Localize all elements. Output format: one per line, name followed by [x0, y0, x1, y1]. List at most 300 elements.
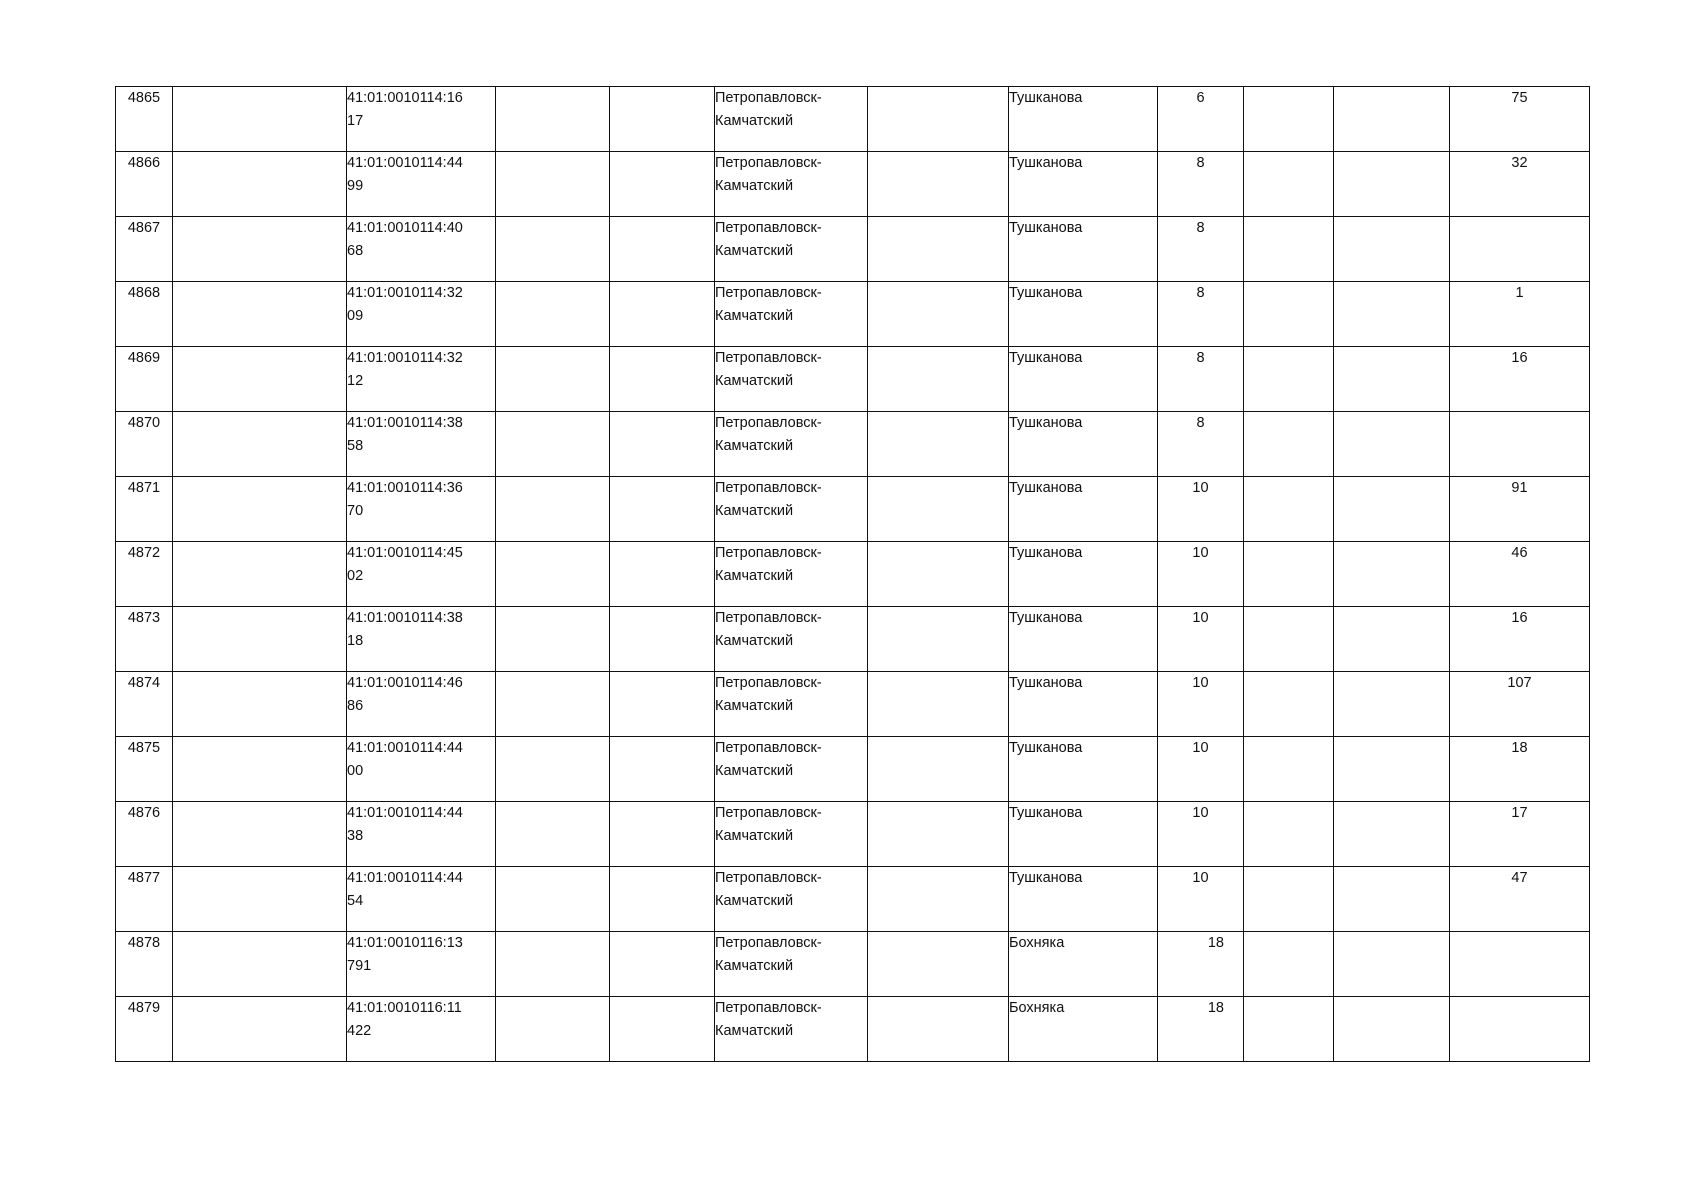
house-number-cell: [1158, 932, 1244, 997]
empty-cell: [496, 412, 610, 477]
street-name: Тушканова: [1009, 805, 1083, 821]
street-name: Тушканова: [1009, 415, 1083, 431]
city-cell: [715, 932, 868, 997]
table-row: [116, 867, 1590, 932]
house-number: 18: [1207, 935, 1224, 951]
street-name: Тушканова: [1009, 220, 1083, 236]
empty-cell: [610, 802, 715, 867]
empty-cell: [173, 542, 347, 607]
empty-cell: [1244, 282, 1334, 347]
cadastral-number-line-1: 41:01:0010114:45: [347, 545, 463, 561]
apartment-number-cell: [1450, 282, 1590, 347]
empty-cell: [1334, 87, 1450, 152]
house-number-cell: [1158, 412, 1244, 477]
apartment-number-cell: [1450, 347, 1590, 412]
street-cell: [1009, 672, 1158, 737]
apartment-number-cell: [1450, 217, 1590, 282]
street-name: Бохняка: [1009, 935, 1065, 951]
house-number-cell: [1158, 802, 1244, 867]
empty-cell: [173, 87, 347, 152]
house-number-cell: [1158, 282, 1244, 347]
empty-cell: [173, 737, 347, 802]
row-number: 4874: [127, 675, 161, 691]
house-number-cell: [1158, 737, 1244, 802]
apartment-number-cell: [1450, 867, 1590, 932]
empty-cell: [1334, 347, 1450, 412]
row-number-cell: [116, 672, 173, 737]
empty-cell: [496, 867, 610, 932]
empty-cell: [610, 412, 715, 477]
city-cell: [715, 672, 868, 737]
row-number-cell: [116, 737, 173, 802]
empty-cell: [496, 542, 610, 607]
city-line-2: Камчатский: [715, 437, 794, 454]
empty-cell: [610, 542, 715, 607]
cadastral-number-line-1: 41:01:0010114:44: [347, 805, 463, 821]
empty-cell: [1334, 217, 1450, 282]
cadastral-number-cell: [347, 867, 496, 932]
row-number: 4879: [127, 1000, 161, 1016]
house-number: 10: [1192, 610, 1209, 626]
empty-cell: [868, 152, 1009, 217]
house-number: 10: [1192, 480, 1209, 496]
street-name: Тушканова: [1009, 870, 1083, 886]
street-name: Тушканова: [1009, 285, 1083, 301]
empty-cell: [868, 802, 1009, 867]
house-number: 8: [1196, 415, 1205, 431]
row-number: 4869: [127, 350, 161, 366]
street-name: Тушканова: [1009, 155, 1083, 171]
property-register-table: [115, 86, 1590, 1062]
empty-cell: [1334, 282, 1450, 347]
table-row: [116, 997, 1590, 1062]
street-cell: [1009, 152, 1158, 217]
street-cell: [1009, 347, 1158, 412]
city-line-1: Петропавловск-: [715, 1000, 822, 1016]
house-number-cell: [1158, 477, 1244, 542]
apartment-number-cell: [1450, 542, 1590, 607]
table-row: [116, 607, 1590, 672]
empty-cell: [1244, 737, 1334, 802]
city-line-2: Камчатский: [715, 372, 794, 389]
cadastral-number-cell: [347, 87, 496, 152]
empty-cell: [496, 282, 610, 347]
empty-cell: [173, 152, 347, 217]
apartment-number: 91: [1511, 480, 1528, 496]
empty-cell: [1334, 412, 1450, 477]
empty-cell: [868, 867, 1009, 932]
table-row: [116, 282, 1590, 347]
cadastral-number-line-1: 41:01:0010114:46: [347, 675, 463, 691]
cadastral-number-line-1: 41:01:0010114:36: [347, 480, 463, 496]
empty-cell: [173, 997, 347, 1062]
row-number: 4876: [127, 805, 161, 821]
apartment-number-cell: [1450, 87, 1590, 152]
cadastral-number-line-2: 02: [347, 567, 364, 584]
empty-cell: [868, 87, 1009, 152]
empty-cell: [1244, 217, 1334, 282]
street-name: Тушканова: [1009, 740, 1083, 756]
house-number: 10: [1192, 870, 1209, 886]
city-line-2: Камчатский: [715, 697, 794, 714]
table-row: [116, 737, 1590, 802]
city-line-1: Петропавловск-: [715, 220, 822, 236]
apartment-number: 16: [1511, 610, 1528, 626]
empty-cell: [496, 737, 610, 802]
row-number-cell: [116, 152, 173, 217]
cadastral-number-line-2: 791: [347, 957, 372, 974]
cadastral-number-line-2: 38: [347, 827, 364, 844]
row-number: 4875: [127, 740, 161, 756]
cadastral-number-line-2: 18: [347, 632, 364, 649]
row-number-cell: [116, 932, 173, 997]
house-number: 8: [1196, 155, 1205, 171]
cadastral-number-line-2: 86: [347, 697, 364, 714]
empty-cell: [1244, 607, 1334, 672]
cadastral-number-line-2: 09: [347, 307, 364, 324]
apartment-number-cell: [1450, 997, 1590, 1062]
row-number: 4867: [127, 220, 161, 236]
city-cell: [715, 802, 868, 867]
empty-cell: [1244, 477, 1334, 542]
apartment-number-cell: [1450, 672, 1590, 737]
city-line-1: Петропавловск-: [715, 350, 822, 366]
cadastral-number-line-1: 41:01:0010114:32: [347, 285, 463, 301]
row-number-cell: [116, 217, 173, 282]
house-number: 10: [1192, 675, 1209, 691]
cadastral-number-cell: [347, 542, 496, 607]
street-cell: [1009, 217, 1158, 282]
city-cell: [715, 477, 868, 542]
apartment-number: 17: [1511, 805, 1528, 821]
empty-cell: [610, 282, 715, 347]
empty-cell: [610, 477, 715, 542]
empty-cell: [496, 152, 610, 217]
row-number-cell: [116, 412, 173, 477]
empty-cell: [1334, 737, 1450, 802]
cadastral-number-line-1: 41:01:0010114:44: [347, 740, 463, 756]
row-number-cell: [116, 997, 173, 1062]
city-cell: [715, 217, 868, 282]
cadastral-number-line-1: 41:01:0010116:13: [347, 935, 463, 951]
apartment-number: 46: [1511, 545, 1528, 561]
empty-cell: [496, 477, 610, 542]
apartment-number: 16: [1511, 350, 1528, 366]
table-row: [116, 477, 1590, 542]
apartment-number-cell: [1450, 152, 1590, 217]
empty-cell: [496, 607, 610, 672]
apartment-number-cell: [1450, 932, 1590, 997]
empty-cell: [1244, 542, 1334, 607]
row-number: 4866: [127, 155, 161, 171]
city-cell: [715, 737, 868, 802]
city-line-1: Петропавловск-: [715, 675, 822, 691]
city-line-2: Камчатский: [715, 502, 794, 519]
city-line-2: Камчатский: [715, 957, 794, 974]
city-line-1: Петропавловск-: [715, 90, 822, 106]
empty-cell: [1244, 672, 1334, 737]
cadastral-number-cell: [347, 152, 496, 217]
row-number-cell: [116, 477, 173, 542]
street-cell: [1009, 932, 1158, 997]
cadastral-number-line-1: 41:01:0010114:32: [347, 350, 463, 366]
city-line-2: Камчатский: [715, 632, 794, 649]
cadastral-number-cell: [347, 997, 496, 1062]
row-number-cell: [116, 87, 173, 152]
empty-cell: [868, 477, 1009, 542]
row-number: 4871: [127, 480, 161, 496]
cadastral-number-line-1: 41:01:0010114:44: [347, 155, 463, 171]
cadastral-number-cell: [347, 802, 496, 867]
empty-cell: [173, 412, 347, 477]
empty-cell: [610, 152, 715, 217]
city-line-2: Камчатский: [715, 762, 794, 779]
empty-cell: [868, 672, 1009, 737]
cadastral-number-cell: [347, 477, 496, 542]
row-number: 4868: [127, 285, 161, 301]
empty-cell: [868, 412, 1009, 477]
street-name: Тушканова: [1009, 350, 1083, 366]
city-cell: [715, 997, 868, 1062]
street-name: Тушканова: [1009, 90, 1083, 106]
empty-cell: [173, 347, 347, 412]
house-number: 8: [1196, 285, 1205, 301]
empty-cell: [1334, 477, 1450, 542]
table-row: [116, 217, 1590, 282]
empty-cell: [868, 542, 1009, 607]
city-line-2: Камчатский: [715, 827, 794, 844]
house-number: 10: [1192, 545, 1209, 561]
empty-cell: [1334, 152, 1450, 217]
table-row: [116, 672, 1590, 737]
cadastral-number-cell: [347, 672, 496, 737]
apartment-number: 107: [1507, 675, 1532, 691]
cadastral-number-cell: [347, 737, 496, 802]
house-number: 8: [1196, 220, 1205, 236]
city-line-2: Камчатский: [715, 112, 794, 129]
empty-cell: [1244, 997, 1334, 1062]
table-row: [116, 932, 1590, 997]
cadastral-number-line-2: 70: [347, 502, 364, 519]
street-cell: [1009, 282, 1158, 347]
apartment-number: 47: [1511, 870, 1528, 886]
cadastral-number-line-2: 68: [347, 242, 364, 259]
apartment-number-cell: [1450, 802, 1590, 867]
city-cell: [715, 542, 868, 607]
empty-cell: [1334, 997, 1450, 1062]
empty-cell: [1244, 87, 1334, 152]
cadastral-number-line-1: 41:01:0010114:44: [347, 870, 463, 886]
city-line-2: Камчатский: [715, 177, 794, 194]
city-line-1: Петропавловск-: [715, 155, 822, 171]
empty-cell: [868, 217, 1009, 282]
empty-cell: [610, 607, 715, 672]
table-row: [116, 152, 1590, 217]
row-number: 4877: [127, 870, 161, 886]
cadastral-number-line-2: 58: [347, 437, 364, 454]
city-line-1: Петропавловск-: [715, 740, 822, 756]
empty-cell: [173, 802, 347, 867]
street-name: Тушканова: [1009, 675, 1083, 691]
house-number-cell: [1158, 867, 1244, 932]
street-cell: [1009, 997, 1158, 1062]
city-cell: [715, 347, 868, 412]
house-number-cell: [1158, 152, 1244, 217]
apartment-number-cell: [1450, 607, 1590, 672]
city-line-2: Камчатский: [715, 307, 794, 324]
apartment-number-cell: [1450, 737, 1590, 802]
cadastral-number-line-2: 17: [347, 112, 364, 129]
empty-cell: [868, 282, 1009, 347]
empty-cell: [868, 997, 1009, 1062]
cadastral-number-line-1: 41:01:0010116:11: [347, 1000, 462, 1016]
row-number: 4872: [127, 545, 161, 561]
city-line-1: Петропавловск-: [715, 805, 822, 821]
row-number: 4870: [127, 415, 161, 431]
table-row: [116, 412, 1590, 477]
empty-cell: [496, 932, 610, 997]
empty-cell: [610, 672, 715, 737]
street-cell: [1009, 867, 1158, 932]
cadastral-number-line-2: 99: [347, 177, 364, 194]
empty-cell: [610, 867, 715, 932]
apartment-number: 1: [1515, 285, 1524, 301]
cadastral-number-line-2: 54: [347, 892, 364, 909]
city-line-1: Петропавловск-: [715, 480, 822, 496]
empty-cell: [173, 932, 347, 997]
cadastral-number-line-1: 41:01:0010114:40: [347, 220, 463, 236]
street-cell: [1009, 412, 1158, 477]
city-line-1: Петропавловск-: [715, 545, 822, 561]
street-cell: [1009, 802, 1158, 867]
empty-cell: [610, 932, 715, 997]
apartment-number-cell: [1450, 412, 1590, 477]
empty-cell: [1244, 867, 1334, 932]
house-number: 10: [1192, 740, 1209, 756]
house-number-cell: [1158, 607, 1244, 672]
house-number-cell: [1158, 347, 1244, 412]
empty-cell: [173, 477, 347, 542]
table-row: [116, 802, 1590, 867]
cadastral-number-line-1: 41:01:0010114:38: [347, 610, 463, 626]
table-body: [116, 87, 1590, 1062]
empty-cell: [173, 672, 347, 737]
city-cell: [715, 152, 868, 217]
city-line-1: Петропавловск-: [715, 285, 822, 301]
empty-cell: [868, 737, 1009, 802]
city-cell: [715, 607, 868, 672]
empty-cell: [173, 217, 347, 282]
empty-cell: [173, 867, 347, 932]
empty-cell: [496, 217, 610, 282]
empty-cell: [1334, 932, 1450, 997]
cadastral-number-line-1: 41:01:0010114:38: [347, 415, 463, 431]
table-row: [116, 87, 1590, 152]
row-number-cell: [116, 802, 173, 867]
cadastral-number-cell: [347, 282, 496, 347]
row-number-cell: [116, 347, 173, 412]
empty-cell: [1244, 347, 1334, 412]
cadastral-number-line-2: 422: [347, 1022, 372, 1039]
row-number: 4873: [127, 610, 161, 626]
apartment-number: 18: [1511, 740, 1528, 756]
empty-cell: [1244, 412, 1334, 477]
street-name: Тушканова: [1009, 545, 1083, 561]
city-cell: [715, 412, 868, 477]
empty-cell: [496, 672, 610, 737]
street-cell: [1009, 737, 1158, 802]
empty-cell: [868, 347, 1009, 412]
empty-cell: [868, 932, 1009, 997]
row-number: 4865: [127, 90, 161, 106]
empty-cell: [1334, 672, 1450, 737]
cadastral-number-cell: [347, 347, 496, 412]
apartment-number-cell: [1450, 477, 1590, 542]
row-number: 4878: [127, 935, 161, 951]
city-line-1: Петропавловск-: [715, 935, 822, 951]
city-line-1: Петропавловск-: [715, 415, 822, 431]
empty-cell: [610, 997, 715, 1062]
city-line-1: Петропавловск-: [715, 610, 822, 626]
house-number: 18: [1207, 1000, 1224, 1016]
city-line-2: Камчатский: [715, 1022, 794, 1039]
empty-cell: [1244, 932, 1334, 997]
apartment-number: 32: [1511, 155, 1528, 171]
cadastral-number-cell: [347, 607, 496, 672]
street-cell: [1009, 87, 1158, 152]
table-row: [116, 347, 1590, 412]
city-line-2: Камчатский: [715, 242, 794, 259]
house-number-cell: [1158, 87, 1244, 152]
apartment-number: 75: [1511, 90, 1528, 106]
empty-cell: [173, 282, 347, 347]
house-number-cell: [1158, 542, 1244, 607]
city-cell: [715, 87, 868, 152]
cadastral-number-line-2: 00: [347, 762, 364, 779]
house-number: 10: [1192, 805, 1209, 821]
empty-cell: [1244, 152, 1334, 217]
empty-cell: [496, 87, 610, 152]
street-name: Бохняка: [1009, 1000, 1065, 1016]
cadastral-number-line-1: 41:01:0010114:16: [347, 90, 463, 106]
empty-cell: [610, 737, 715, 802]
empty-cell: [610, 87, 715, 152]
row-number-cell: [116, 542, 173, 607]
street-cell: [1009, 607, 1158, 672]
row-number-cell: [116, 607, 173, 672]
house-number-cell: [1158, 997, 1244, 1062]
house-number: 8: [1196, 350, 1205, 366]
city-line-1: Петропавловск-: [715, 870, 822, 886]
cadastral-number-cell: [347, 932, 496, 997]
street-name: Тушканова: [1009, 610, 1083, 626]
city-line-2: Камчатский: [715, 892, 794, 909]
house-number-cell: [1158, 217, 1244, 282]
street-cell: [1009, 477, 1158, 542]
cadastral-number-cell: [347, 217, 496, 282]
street-name: Тушканова: [1009, 480, 1083, 496]
empty-cell: [496, 802, 610, 867]
cadastral-number-line-2: 12: [347, 372, 364, 389]
city-line-2: Камчатский: [715, 567, 794, 584]
row-number-cell: [116, 282, 173, 347]
city-cell: [715, 282, 868, 347]
house-number: 6: [1196, 90, 1205, 106]
empty-cell: [1244, 802, 1334, 867]
empty-cell: [496, 347, 610, 412]
empty-cell: [610, 217, 715, 282]
empty-cell: [610, 347, 715, 412]
